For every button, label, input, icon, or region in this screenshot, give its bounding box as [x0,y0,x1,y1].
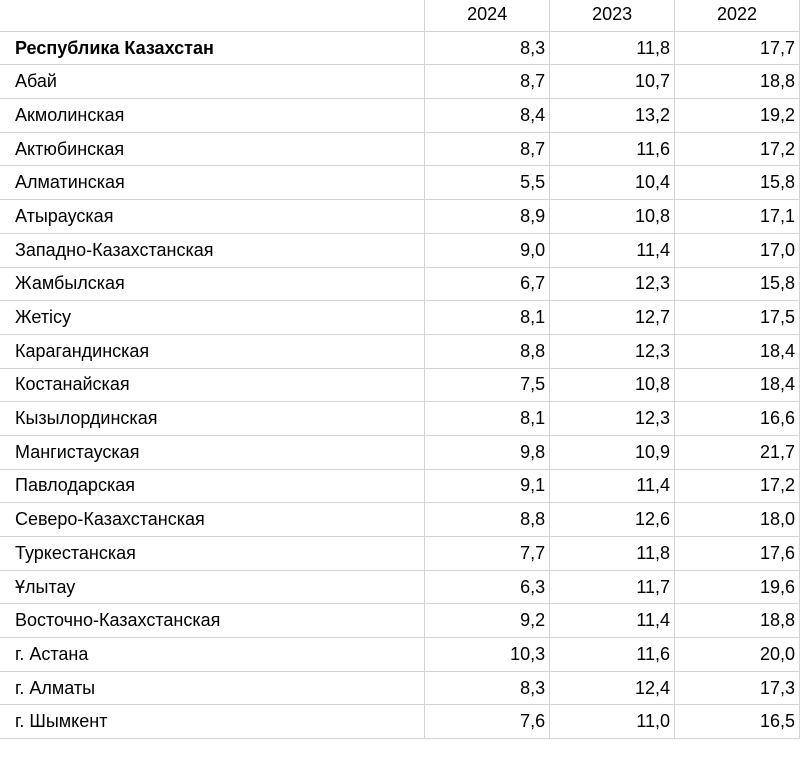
value-cell-2022[interactable]: 15,8 [675,267,800,301]
table-row [0,604,800,638]
region-name-cell[interactable]: Алматинская [0,166,425,200]
region-name-cell[interactable]: Павлодарская [0,469,425,503]
value-cell-2022[interactable]: 17,3 [675,671,800,705]
table-row [0,435,800,469]
value-cell-2024[interactable]: 9,2 [425,604,550,638]
value-cell-2022[interactable]: 18,8 [675,604,800,638]
region-name-cell[interactable]: Жамбылская [0,267,425,301]
region-name-cell[interactable]: Костанайская [0,368,425,402]
region-name-cell[interactable]: Северо-Казахстанская [0,503,425,537]
value-cell-2024[interactable]: 8,9 [425,200,550,234]
value-cell-2023[interactable]: 12,4 [550,671,675,705]
value-cell-2023[interactable]: 11,8 [550,31,675,65]
table-body [0,31,800,738]
value-cell-2024[interactable]: 8,8 [425,503,550,537]
value-cell-2024[interactable]: 8,4 [425,99,550,133]
table-row [0,570,800,604]
table-row [0,638,800,672]
table-row [0,99,800,133]
region-name-cell[interactable]: Западно-Казахстанская [0,233,425,267]
value-cell-2024[interactable]: 10,3 [425,638,550,672]
table-row [0,166,800,200]
region-name-cell[interactable]: г. Алматы [0,671,425,705]
region-name-cell[interactable]: Актюбинская [0,132,425,166]
table-row [0,503,800,537]
region-name-cell[interactable]: Абай [0,65,425,99]
table-row [0,705,800,739]
region-name-cell[interactable]: Республика Казахстан [0,31,425,65]
table-row-total [0,31,800,65]
value-cell-2024[interactable]: 5,5 [425,166,550,200]
value-cell-2024[interactable]: 9,8 [425,435,550,469]
value-cell-2023[interactable]: 11,8 [550,537,675,571]
value-cell-2023[interactable]: 10,9 [550,435,675,469]
value-cell-2023[interactable]: 11,7 [550,570,675,604]
value-cell-2024[interactable]: 8,7 [425,132,550,166]
value-cell-2022[interactable]: 19,2 [675,99,800,133]
table-row [0,301,800,335]
table-row [0,65,800,99]
table-row [0,267,800,301]
region-name-cell[interactable]: г. Шымкент [0,705,425,739]
value-cell-2022[interactable]: 17,7 [675,31,800,65]
header-blank-cell[interactable] [0,0,425,31]
table-row [0,132,800,166]
value-cell-2022[interactable]: 17,5 [675,301,800,335]
value-cell-2023[interactable]: 10,8 [550,200,675,234]
value-cell-2023[interactable]: 12,3 [550,267,675,301]
region-name-cell[interactable]: Акмолинская [0,99,425,133]
header-row [0,0,800,31]
value-cell-2024[interactable]: 8,3 [425,31,550,65]
header-year-2022[interactable]: 2022 [675,0,800,31]
value-cell-2022[interactable]: 16,6 [675,402,800,436]
value-cell-2022[interactable]: 15,8 [675,166,800,200]
table-row [0,200,800,234]
value-cell-2024[interactable]: 8,1 [425,402,550,436]
region-name-cell[interactable]: Карагандинская [0,334,425,368]
region-name-cell[interactable]: Мангистауская [0,435,425,469]
value-cell-2023[interactable]: 11,4 [550,604,675,638]
header-year-2024[interactable]: 2024 [425,0,550,31]
value-cell-2022[interactable]: 21,7 [675,435,800,469]
region-name-cell[interactable]: Туркестанская [0,537,425,571]
value-cell-2023[interactable]: 12,6 [550,503,675,537]
value-cell-2023[interactable]: 10,7 [550,65,675,99]
value-cell-2023[interactable]: 13,2 [550,99,675,133]
value-cell-2022[interactable]: 17,2 [675,469,800,503]
value-cell-2024[interactable]: 9,0 [425,233,550,267]
table-row [0,537,800,571]
value-cell-2023[interactable]: 10,4 [550,166,675,200]
value-cell-2024[interactable]: 6,7 [425,267,550,301]
value-cell-2024[interactable]: 8,3 [425,671,550,705]
table-row [0,334,800,368]
value-cell-2023[interactable]: 12,7 [550,301,675,335]
value-cell-2023[interactable]: 11,4 [550,233,675,267]
region-name-cell[interactable]: г. Астана [0,638,425,672]
value-cell-2024[interactable]: 7,7 [425,537,550,571]
value-cell-2022[interactable]: 20,0 [675,638,800,672]
region-name-cell[interactable]: Восточно-Казахстанская [0,604,425,638]
value-cell-2024[interactable]: 6,3 [425,570,550,604]
value-cell-2022[interactable]: 18,4 [675,368,800,402]
region-name-cell[interactable]: Кызылординская [0,402,425,436]
region-name-cell[interactable]: Атырауская [0,200,425,234]
value-cell-2022[interactable]: 17,2 [675,132,800,166]
table-row [0,368,800,402]
value-cell-2023[interactable]: 12,3 [550,334,675,368]
value-cell-2024[interactable]: 8,1 [425,301,550,335]
value-cell-2024[interactable]: 8,7 [425,65,550,99]
table-row [0,469,800,503]
value-cell-2023[interactable]: 11,6 [550,638,675,672]
table-row [0,233,800,267]
value-cell-2022[interactable]: 18,4 [675,334,800,368]
value-cell-2023[interactable]: 12,3 [550,402,675,436]
region-name-cell[interactable]: Жетісу [0,301,425,335]
value-cell-2022[interactable]: 17,0 [675,233,800,267]
value-cell-2022[interactable]: 19,6 [675,570,800,604]
value-cell-2023[interactable]: 11,4 [550,469,675,503]
value-cell-2024[interactable]: 7,5 [425,368,550,402]
region-name-cell[interactable]: Ұлытау [0,570,425,604]
value-cell-2022[interactable]: 16,5 [675,705,800,739]
value-cell-2024[interactable]: 8,8 [425,334,550,368]
header-year-2023[interactable]: 2023 [550,0,675,31]
value-cell-2024[interactable]: 7,6 [425,705,550,739]
value-cell-2022[interactable]: 17,6 [675,537,800,571]
table-row [0,671,800,705]
value-cell-2023[interactable]: 11,6 [550,132,675,166]
value-cell-2022[interactable]: 18,8 [675,65,800,99]
value-cell-2022[interactable]: 18,0 [675,503,800,537]
value-cell-2022[interactable]: 17,1 [675,200,800,234]
table-row [0,402,800,436]
value-cell-2024[interactable]: 9,1 [425,469,550,503]
value-cell-2023[interactable]: 10,8 [550,368,675,402]
value-cell-2023[interactable]: 11,0 [550,705,675,739]
